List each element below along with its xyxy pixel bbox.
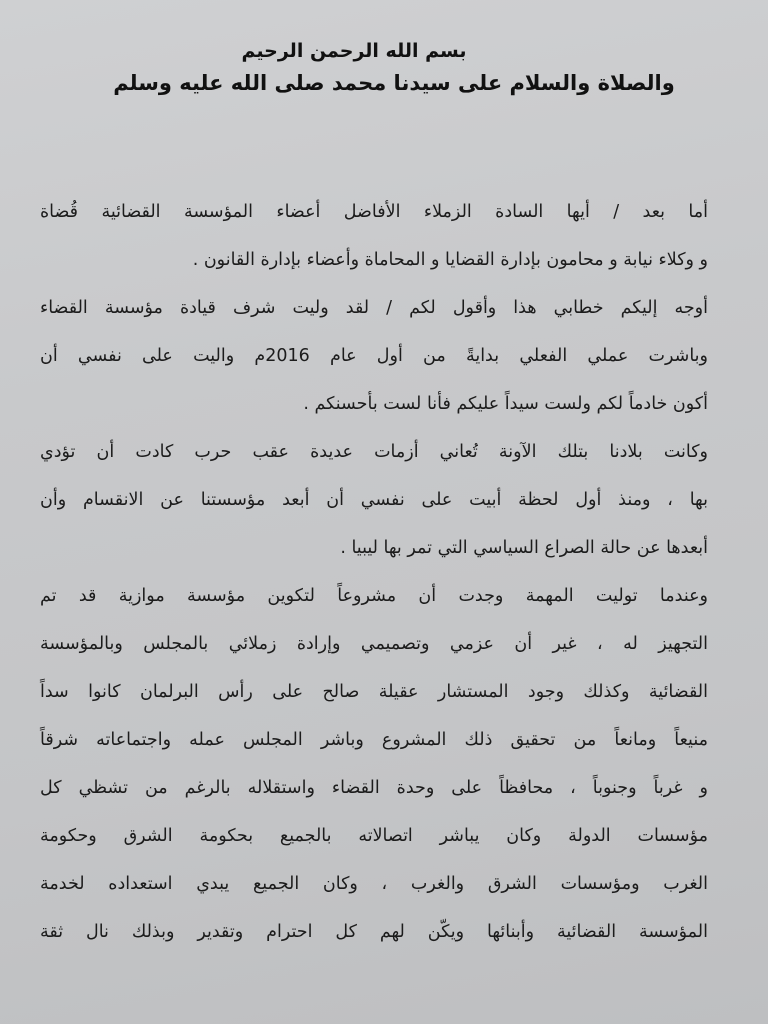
text-line: أكون خادماً لكم ولست سيداً عليكم فأنا لست بأحسنكم . bbox=[303, 394, 708, 414]
text-line: أوجه إليكم خطابي هذا وأقول لكم / لقد وليت شرف قيادة مؤسسة القضاء bbox=[40, 298, 708, 318]
text-line: و وكلاء نيابة و محامون بإدارة القضايا و المحاماة وأعضاء بإدارة القانون . bbox=[192, 250, 708, 270]
salutation-heading: والصلاة والسلام على سيدنا محمد صلى الله عليه وسلم bbox=[113, 71, 675, 95]
text-line: منيعاً ومانعاً من تحقيق ذلك المشروع وباشر المجلس عمله واجتماعاته شرقاً bbox=[40, 730, 708, 750]
paragraph-4 bbox=[40, 572, 708, 956]
text-line: المؤسسة القضائية وأبنائها ويكّن لهم كل احترام وتقدير وبذلك نال ثقة bbox=[40, 922, 708, 942]
text-line: التجهيز له ، غير أن عزمي وتصميمي وإرادة زملائي بالمجلس وبالمؤسسة bbox=[40, 634, 708, 654]
letter-body bbox=[40, 188, 708, 956]
text-line: وعندما توليت المهمة وجدت أن مشروعاً لتكوين مؤسسة موازية قد تم bbox=[40, 586, 708, 606]
text-line: أما بعد / أيها السادة الزملاء الأفاضل أعضاء المؤسسة القضائية قُضاة bbox=[40, 202, 708, 222]
text-line: مؤسسات الدولة وكان يباشر اتصالاته بالجميع بحكومة الشرق وحكومة bbox=[40, 826, 708, 846]
text-line: وكانت بلادنا بتلك الآونة تُعاني أزمات عديدة عقب حرب كادت أن تؤدي bbox=[40, 442, 708, 462]
paragraph-2 bbox=[40, 284, 708, 428]
text-line: و غرباً وجنوباً ، محافظاً على وحدة القضاء واستقلاله بالرغم من تشظي كل bbox=[40, 778, 708, 798]
paragraph-3 bbox=[40, 428, 708, 572]
paragraph-1 bbox=[40, 188, 708, 284]
text-line: وباشرت عملي الفعلي بدايةً من أول عام 2016م واليت على نفسي أن bbox=[40, 346, 708, 366]
text-line: أبعدها عن حالة الصراع السياسي التي تمر بها ليبيا . bbox=[340, 538, 708, 558]
text-line: بها ، ومنذ أول لحظة أبيت على نفسي أن أبعد مؤسستنا عن الانقسام وأن bbox=[40, 490, 708, 510]
text-line: الغرب ومؤسسات الشرق والغرب ، وكان الجميع يبدي استعداده لخدمة bbox=[40, 874, 708, 894]
text-line: القضائية وكذلك وجود المستشار عقيلة صالح على رأس البرلمان كانوا سداً bbox=[40, 682, 708, 702]
document-header bbox=[0, 36, 768, 100]
basmala-heading: بسم الله الرحمن الرحيم bbox=[241, 40, 467, 62]
